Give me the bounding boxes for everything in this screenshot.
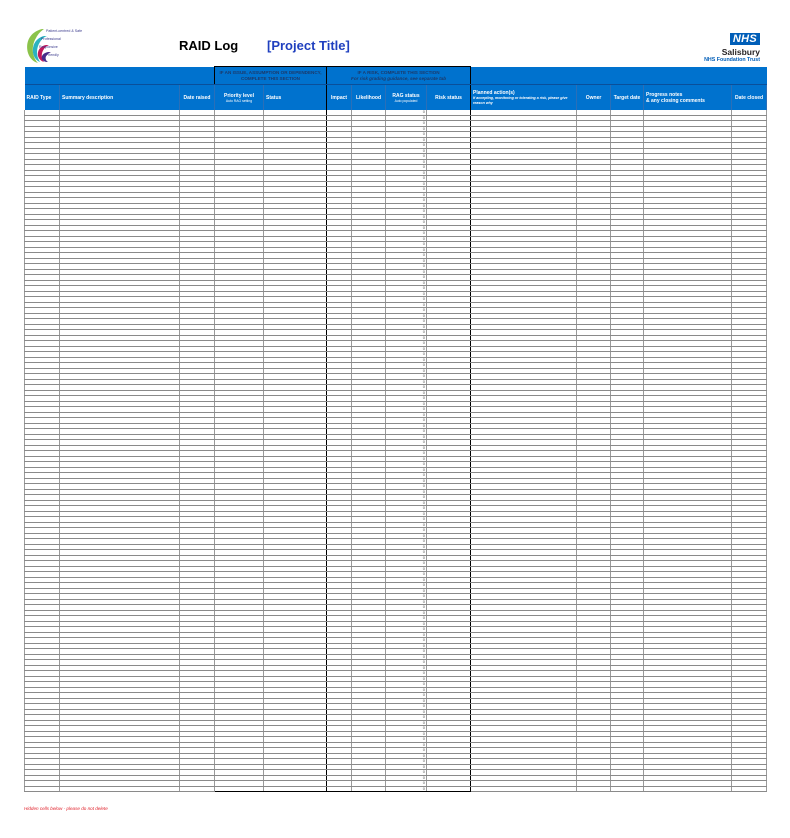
cell-rag-status: 0	[386, 269, 427, 275]
cell-rag-status: 0	[386, 621, 427, 627]
cell-rag-status: 0	[386, 517, 427, 523]
nhs-badge: NHS	[730, 33, 760, 45]
cell-rag-status: 0	[386, 720, 427, 726]
cell-rag-status: 0	[386, 396, 427, 402]
cell-rag-status: 0	[386, 478, 427, 484]
raid-log-table	[24, 66, 766, 792]
cell-rag-status: 0	[386, 187, 427, 193]
cell-rag-status: 0	[386, 473, 427, 479]
cell-rag-status: 0	[386, 132, 427, 138]
cell-rag-status: 0	[386, 539, 427, 545]
cell-rag-status: 0	[386, 643, 427, 649]
cell-rag-status: 0	[386, 341, 427, 347]
cell-rag-status: 0	[386, 599, 427, 605]
cell-rag-status: 0	[386, 115, 427, 121]
column-header-row	[25, 85, 767, 111]
cell-rag-status: 0	[386, 308, 427, 314]
cell-rag-status: 0	[386, 110, 427, 115]
cell-rag-status: 0	[386, 412, 427, 418]
cell-rag-status: 0	[386, 462, 427, 468]
cell-rag-status: 0	[386, 632, 427, 638]
col-progress-line2: & any closing comments	[646, 97, 705, 104]
cell-date-closed[interactable]	[732, 786, 767, 792]
cell-rag-status: 0	[386, 583, 427, 589]
col-priority[interactable]	[215, 85, 264, 111]
cell-rag-status: 0	[386, 346, 427, 352]
cell-rag-status: 0	[386, 368, 427, 374]
trust-name: Salisbury	[721, 47, 760, 57]
cell-rag-status: 0	[386, 203, 427, 209]
cell-rag-status: 0	[386, 770, 427, 776]
cell-rag-status: 0	[386, 610, 427, 616]
cell-rag-status: 0	[386, 423, 427, 429]
cell-rag-status: 0	[386, 159, 427, 165]
cell-rag-status: 0	[386, 236, 427, 242]
cell-rag-status: 0	[386, 500, 427, 506]
logo-tagline: Friendly	[46, 53, 59, 57]
cell-rag-status: 0	[386, 126, 427, 132]
cell-rag-status: 0	[386, 671, 427, 677]
col-likelihood[interactable]: Likelihood	[352, 85, 386, 111]
cell-rag-status: 0	[386, 456, 427, 462]
cell-rag-status: 0	[386, 137, 427, 143]
cell-rag-status: 0	[386, 291, 427, 297]
col-progress-notes[interactable]	[644, 85, 732, 111]
cell-rag-status: 0	[386, 242, 427, 248]
cell-rag-status: 0	[386, 247, 427, 253]
cell-impact[interactable]	[327, 786, 352, 792]
risk-section-banner	[327, 67, 471, 85]
cell-rag-status: 0	[386, 467, 427, 473]
cell-rag-status: 0	[386, 192, 427, 198]
cell-rag-status: 0	[386, 143, 427, 149]
cell-rag-status: 0	[386, 176, 427, 182]
raid-log-grid	[25, 110, 767, 792]
cell-rag-status: 0	[386, 330, 427, 336]
cell-rag-status: 0	[386, 742, 427, 748]
cell-rag-status: 0	[386, 748, 427, 754]
cell-rag-status: 0	[386, 726, 427, 732]
cell-rag-status: 0	[386, 319, 427, 325]
cell-rag-status: 0	[386, 781, 427, 787]
cell-rag-status: 0	[386, 253, 427, 259]
cell-rag-status: 0	[386, 704, 427, 710]
col-progress-line1: Progress notes	[646, 91, 683, 98]
col-priority-label: Priority level	[223, 92, 254, 99]
cell-rag-status: 0	[386, 654, 427, 660]
cell-target-date[interactable]	[611, 786, 644, 792]
cell-rag-status: 0	[386, 550, 427, 556]
cell-rag-status: 0	[386, 676, 427, 682]
cell-rag-status: 0	[386, 231, 427, 237]
cell-rag-status: 0	[386, 786, 427, 792]
cell-rag-status: 0	[386, 484, 427, 490]
cell-rag-status: 0	[386, 302, 427, 308]
cell-rag-status: 0	[386, 764, 427, 770]
cell-rag-status: 0	[386, 363, 427, 369]
cell-raid-type[interactable]	[25, 786, 60, 792]
risk-section-title: IF A RISK, COMPLETE THIS SECTION	[357, 70, 440, 76]
col-priority-caption: Auto RAG setting	[225, 98, 253, 103]
col-risk-status[interactable]: Risk status	[427, 85, 471, 111]
cell-rag-status: 0	[386, 555, 427, 561]
cell-summary[interactable]	[60, 786, 180, 792]
cell-rag-status: 0	[386, 181, 427, 187]
cell-rag-status: 0	[386, 572, 427, 578]
cell-rag-status: 0	[386, 170, 427, 176]
cell-rag-status: 0	[386, 225, 427, 231]
cell-rag-status: 0	[386, 357, 427, 363]
col-rag-status[interactable]	[386, 85, 427, 111]
cell-rag-status: 0	[386, 214, 427, 220]
cell-rag-status: 0	[386, 759, 427, 765]
col-owner[interactable]: Owner	[577, 85, 611, 111]
trust-values-logo	[22, 26, 88, 64]
cell-rag-status: 0	[386, 209, 427, 215]
cell-priority[interactable]	[215, 786, 264, 792]
cell-progress-notes[interactable]	[644, 786, 732, 792]
cell-rag-status: 0	[386, 693, 427, 699]
cell-rag-status: 0	[386, 275, 427, 281]
cell-rag-status: 0	[386, 594, 427, 600]
cell-rag-status: 0	[386, 286, 427, 292]
cell-rag-status: 0	[386, 297, 427, 303]
cell-rag-status: 0	[386, 775, 427, 781]
cell-rag-status: 0	[386, 533, 427, 539]
cell-rag-status: 0	[386, 506, 427, 512]
cell-rag-status: 0	[386, 577, 427, 583]
cell-rag-status: 0	[386, 753, 427, 759]
col-planned-actions[interactable]	[471, 85, 577, 111]
section-band-blank	[471, 67, 767, 85]
cell-rag-status: 0	[386, 715, 427, 721]
cell-rag-status: 0	[386, 495, 427, 501]
cell-rag-status: 0	[386, 445, 427, 451]
cell-rag-status: 0	[386, 709, 427, 715]
cell-rag-status: 0	[386, 489, 427, 495]
cell-rag-status: 0	[386, 390, 427, 396]
cell-rag-status: 0	[386, 385, 427, 391]
cell-rag-status: 0	[386, 280, 427, 286]
col-target-date[interactable]: Target date	[611, 85, 644, 111]
cell-rag-status: 0	[386, 148, 427, 154]
cell-rag-status: 0	[386, 440, 427, 446]
logo-tagline: Professional	[41, 37, 61, 41]
section-band-blank	[25, 67, 215, 85]
trust-subtitle: NHS Foundation Trust	[704, 57, 760, 63]
cell-rag-status: 0	[386, 401, 427, 407]
cell-rag-status: 0	[386, 737, 427, 743]
cell-rag-status: 0	[386, 198, 427, 204]
cell-rag-status: 0	[386, 660, 427, 666]
issue-section-banner: IF AN ISSUE, ASSUMPTION OR DEPENDENCY, COMPLETE THIS SECTION	[215, 67, 327, 85]
page-title: RAID Log	[179, 38, 239, 53]
cell-rag-status: 0	[386, 682, 427, 688]
col-planned-label: Planned action(s)	[473, 90, 515, 97]
col-rag-label: RAG status	[392, 92, 420, 99]
cell-likelihood[interactable]	[352, 786, 386, 792]
hidden-cells-note: Hidden cells below - please do not delete	[24, 806, 108, 811]
cell-rag-status: 0	[386, 528, 427, 534]
cell-rag-status: 0	[386, 258, 427, 264]
col-raid-type[interactable]: RAID Type	[25, 85, 60, 111]
cell-status[interactable]	[264, 786, 327, 792]
cell-owner[interactable]	[577, 786, 611, 792]
cell-rag-status: 0	[386, 566, 427, 572]
col-status[interactable]: Status	[264, 85, 327, 111]
cell-rag-status: 0	[386, 698, 427, 704]
cell-planned-actions[interactable]	[471, 786, 577, 792]
risk-section-guidance: For risk grading guidance, see separate tab	[351, 75, 446, 81]
cell-rag-status: 0	[386, 605, 427, 611]
cell-rag-status: 0	[386, 313, 427, 319]
col-impact[interactable]: Impact	[327, 85, 352, 111]
cell-rag-status: 0	[386, 731, 427, 737]
cell-rag-status: 0	[386, 616, 427, 622]
cell-rag-status: 0	[386, 649, 427, 655]
cell-rag-status: 0	[386, 379, 427, 385]
cell-rag-status: 0	[386, 638, 427, 644]
col-rag-caption: Auto populated	[394, 98, 418, 103]
logo-tagline: Responsive	[39, 45, 58, 49]
table-row	[25, 786, 767, 792]
cell-rag-status: 0	[386, 588, 427, 594]
cell-rag-status: 0	[386, 627, 427, 633]
cell-rag-status: 0	[386, 121, 427, 127]
cell-rag-status: 0	[386, 511, 427, 517]
cell-rag-status: 0	[386, 264, 427, 270]
cell-rag-status: 0	[386, 374, 427, 380]
cell-rag-status: 0	[386, 165, 427, 171]
col-summary[interactable]: Summary description	[60, 85, 180, 111]
section-band-row	[25, 67, 767, 85]
logo-tagline: Patient-centred & Safe	[46, 29, 83, 33]
cell-rag-status: 0	[386, 665, 427, 671]
cell-rag-status: 0	[386, 561, 427, 567]
col-planned-caption: If accepting, monitoring or tolerating a risk, please give reason why	[473, 96, 568, 105]
cell-rag-status: 0	[386, 434, 427, 440]
cell-rag-status: 0	[386, 451, 427, 457]
cell-date-raised[interactable]	[180, 786, 215, 792]
col-date-closed[interactable]: Date closed	[732, 85, 767, 111]
cell-rag-status: 0	[386, 352, 427, 358]
cell-rag-status: 0	[386, 335, 427, 341]
nhs-trust-logo	[680, 29, 760, 64]
project-title[interactable]: [Project Title]	[267, 38, 350, 53]
cell-rag-status: 0	[386, 324, 427, 330]
cell-rag-status: 0	[386, 407, 427, 413]
cell-rag-status: 0	[386, 220, 427, 226]
cell-rag-status: 0	[386, 418, 427, 424]
cell-rag-status: 0	[386, 429, 427, 435]
col-date-raised[interactable]: Date raised	[180, 85, 215, 111]
cell-rag-status: 0	[386, 522, 427, 528]
cell-rag-status: 0	[386, 154, 427, 160]
cell-rag-status: 0	[386, 544, 427, 550]
cell-risk-status[interactable]	[427, 786, 471, 792]
cell-rag-status: 0	[386, 687, 427, 693]
